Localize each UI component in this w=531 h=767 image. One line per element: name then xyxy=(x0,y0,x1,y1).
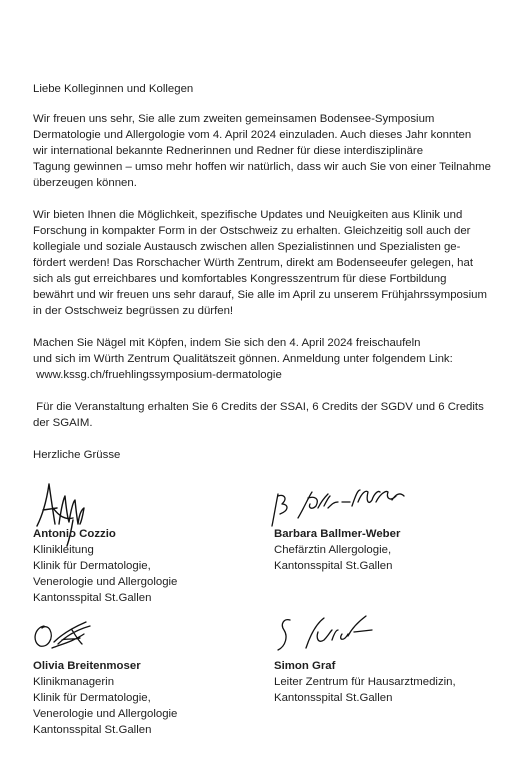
signatory-name: Simon Graf xyxy=(274,660,336,672)
text-line: Tagung gewinnen – umso mehr hoffen wir natürlich, dass wir auch Sie von einer Teilnahme xyxy=(33,161,491,173)
text-line: wir international bekannte Rednerinnen und Redner für diese interdisziplinäre xyxy=(33,145,424,157)
signature-barbara-ballmer-weber xyxy=(268,486,418,530)
text-line: Wir freuen uns sehr, Sie alle zum zweiten gemeinsamen Bodensee-Symposium xyxy=(33,113,435,125)
text-line: der SGAIM. xyxy=(33,417,93,429)
signatory-role: Leiter Zentrum für Hausarztmedizin, xyxy=(274,676,456,688)
signatory-name: Antonio Cozzio xyxy=(33,528,116,540)
signatory-3 xyxy=(33,658,273,738)
registration-link[interactable]: www.kssg.ch/fruehlingssymposium-dermatologie xyxy=(33,369,282,381)
signatory-role: Venerologie und Allergologie xyxy=(33,576,178,588)
signatory-role: Kantonsspital St.Gallen xyxy=(274,692,393,704)
signatory-4 xyxy=(274,658,514,706)
text-line: bewährt und wir freuen uns sehr darauf, Sie alle im April zu unserem Frühjahrssymposium xyxy=(33,289,487,301)
signatory-role: Kantonsspital St.Gallen xyxy=(33,724,152,736)
text-line: in der Ostschweiz begrüssen zu dürfen! xyxy=(33,305,234,317)
signature-simon-graf xyxy=(276,614,376,656)
signatory-role: Klinikleitung xyxy=(33,544,94,556)
text-line: überzeugen können. xyxy=(33,177,137,189)
signature-olivia-breitenmoser xyxy=(32,618,94,652)
text-line: fördert werden! Das Rorschacher Würth Zentrum, direkt am Bodenseeufer gelegen, hat xyxy=(33,257,474,269)
text-line: sich als gut erreichbares und komfortables Kongresszentrum für diese Fortbildung xyxy=(33,273,447,285)
text-line: Forschung in kompakter Form in der Ostschweiz zu erhalten. Gleichzeitig soll auch der xyxy=(33,225,471,237)
signatory-name: Olivia Breitenmoser xyxy=(33,660,141,672)
text-line: und sich im Würth Zentrum Qualitätszeit gönnen. Anmeldung unter folgendem Link: xyxy=(33,353,453,365)
text-line: kollegiale und soziale Austausch zwischen allen Spezialistinnen und Spezialisten ge- xyxy=(33,241,461,253)
signatory-role: Klinik für Dermatologie, xyxy=(33,560,151,572)
signatory-role: Venerologie und Allergologie xyxy=(33,708,178,720)
signatory-2 xyxy=(274,526,514,574)
signatory-role: Kantonsspital St.Gallen xyxy=(33,592,152,604)
signatory-name: Barbara Ballmer-Weber xyxy=(274,528,401,540)
salutation: Liebe Kolleginnen und Kollegen xyxy=(33,83,194,95)
text-line: Dermatologie und Allergologie vom 4. April 2024 einzuladen. Auch dieses Jahr konnten xyxy=(33,129,472,141)
closing: Herzliche Grüsse xyxy=(33,449,121,461)
signatory-role: Klinik für Dermatologie, xyxy=(33,692,151,704)
signatory-role: Klinikmanagerin xyxy=(33,676,115,688)
signatory-role: Kantonsspital St.Gallen xyxy=(274,560,393,572)
text-line: Machen Sie Nägel mit Köpfen, indem Sie sich den 4. April 2024 freischaufeln xyxy=(33,337,421,349)
text-line: Für die Veranstaltung erhalten Sie 6 Credits der SSAI, 6 Credits der SGDV und 6 Credits xyxy=(33,401,484,413)
text-line: Wir bieten Ihnen die Möglichkeit, spezifische Updates und Neuigkeiten aus Klinik und xyxy=(33,209,463,221)
signatory-role: Chefärztin Allergologie, xyxy=(274,544,392,556)
signatory-1 xyxy=(33,526,273,606)
